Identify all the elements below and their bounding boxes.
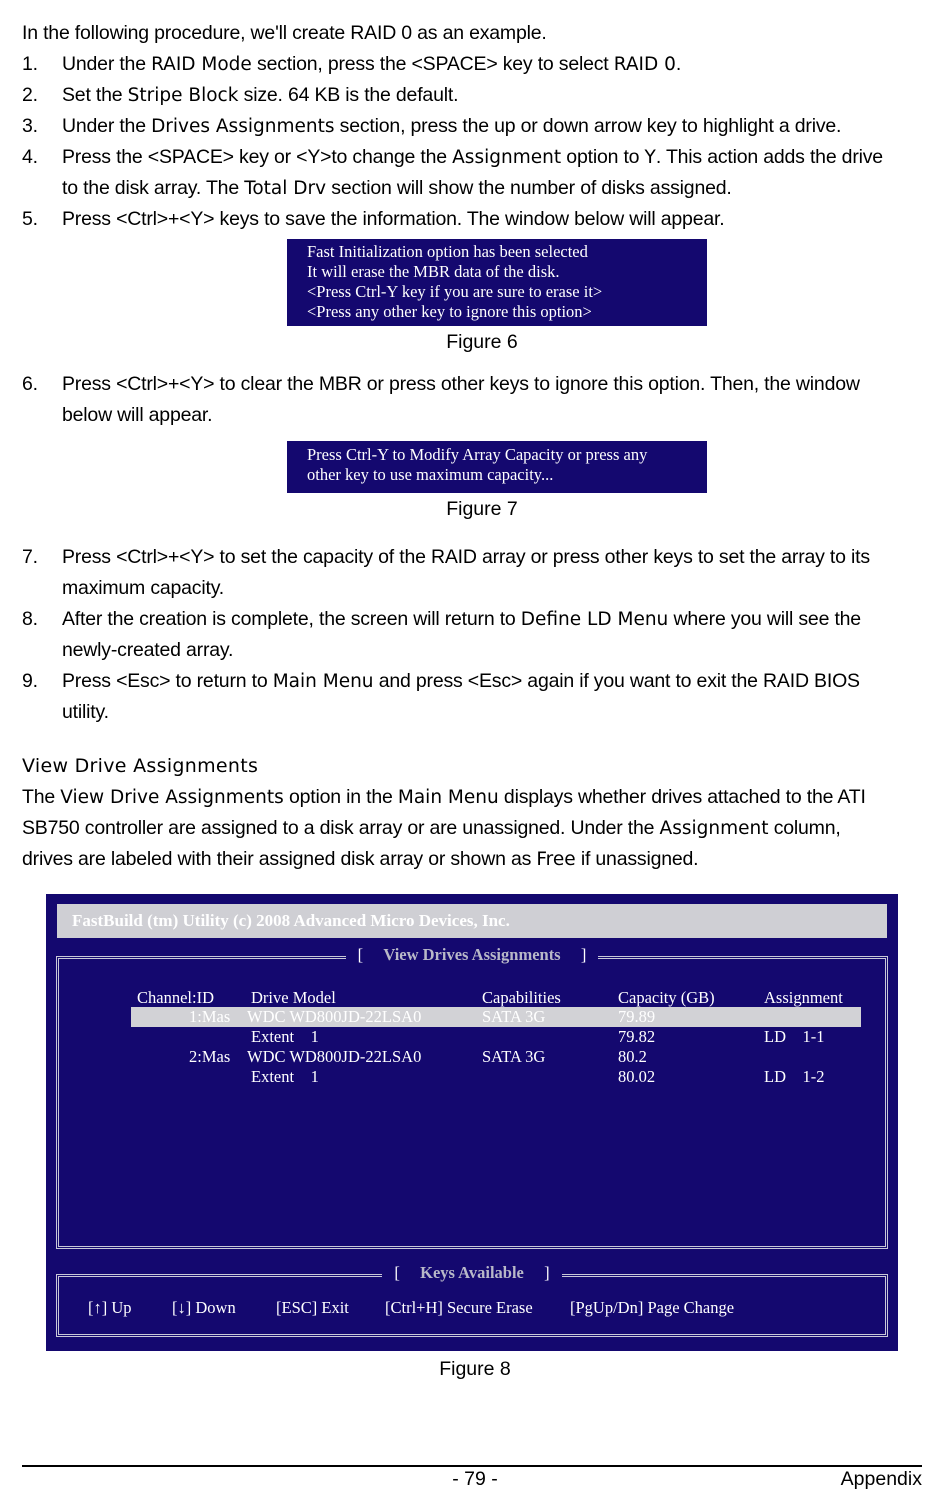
section-paragraph-line-1: The View Drive Assignments option in the Main Menu displays whether drives attached to the ATI — [22, 786, 866, 808]
figure-6-screen: Fast Initialization option has been selected It will erase the MBR data of the disk. <Press Ctrl-Y key if you are sure to erase it> <Press any other key to ignore this option> — [287, 239, 707, 326]
figure-7-caption: Figure 7 — [446, 498, 518, 520]
step-9: 9. Press <Esc> to return to Main Menu and press <Esc> again if you want to exit the RAID BIOS utility. — [22, 670, 860, 723]
figure-6-caption: Figure 6 — [446, 331, 518, 353]
keys-panel-title: [ Keys Available ] — [382, 1263, 561, 1282]
key-secure-erase: [Ctrl+H] Secure Erase — [385, 1298, 533, 1317]
keys-panel — [56, 1263, 888, 1337]
section-heading: View Drive Assignments — [22, 755, 259, 777]
steps-list-3 — [22, 542, 922, 728]
table-row[interactable]: Extent 1 80.02 LD 1-2 — [251, 1067, 825, 1086]
section-paragraph-line-2: SB750 controller are assigned to a disk array or are unassigned. Under the Assignment column, — [22, 817, 841, 839]
step-5: 5. Press <Ctrl>+<Y> keys to save the information. The window below will appear. — [22, 208, 725, 230]
figure-7-screen: Press Ctrl-Y to Modify Array Capacity or press any other key to use maximum capacity... — [287, 441, 707, 493]
header-model: Drive Model — [251, 988, 336, 1007]
key-page-change: [PgUp/Dn] Page Change — [570, 1298, 735, 1317]
steps-list-2 — [22, 369, 922, 431]
footer-section: Appendix — [840, 1468, 922, 1490]
key-down: [↓] Down — [172, 1298, 236, 1317]
table-row[interactable]: 1:Mas WDC WD800JD-22LSA0 SATA 3G 79.89 — [131, 1007, 861, 1027]
figure-8-caption: Figure 8 — [439, 1358, 511, 1380]
page-number: - 79 - — [452, 1468, 498, 1490]
document-body — [22, 18, 922, 875]
header-channel: Channel:ID — [137, 988, 214, 1007]
figure-8-bios-screen — [46, 894, 898, 1351]
step-1: 1. Under the RAID Mode section, press the <SPACE> key to select RAID 0. — [22, 53, 682, 75]
step-8: 8. After the creation is complete, the screen will return to Define LD Menu where you will see the newly-created array. — [22, 608, 861, 661]
step-7: 7. Press <Ctrl>+<Y> to set the capacity of the RAID array or press other keys to set the array to its maximum capacity. — [22, 546, 870, 599]
step-2: 2. Set the Stripe Block size. 64 KB is the default. — [22, 84, 459, 106]
step-6: 6. Press <Ctrl>+<Y> to clear the MBR or press other keys to ignore this option. Then, the window below will appear. — [22, 373, 860, 426]
steps-list-1 — [22, 49, 922, 235]
panel-title: [ View Drives Assignments ] — [346, 945, 599, 964]
step-4: 4. Press the <SPACE> key or <Y>to change the Assignment option to Y. This action adds the drive to the disk array. The Total Drv section will show the number of disks assigned. — [22, 146, 883, 199]
header-assignment: Assignment — [764, 988, 843, 1007]
table-row[interactable]: 2:Mas WDC WD800JD-22LSA0 SATA 3G 80.2 — [189, 1047, 647, 1066]
key-up: [↑] Up — [88, 1298, 132, 1317]
intro-text: In the following procedure, we'll create RAID 0 as an example. — [22, 22, 547, 44]
table-row[interactable]: Extent 1 79.82 LD 1-1 — [251, 1027, 825, 1046]
header-capacity: Capacity (GB) — [618, 988, 715, 1007]
step-3: 3. Under the Drives Assignments section, press the up or down arrow key to highlight a drive. — [22, 115, 842, 137]
key-exit: [ESC] Exit — [276, 1298, 349, 1317]
header-capabilities: Capabilities — [482, 988, 561, 1007]
drives-panel — [56, 945, 888, 1249]
bios-title-bar: FastBuild (tm) Utility (c) 2008 Advanced Micro Devices, Inc. — [57, 904, 887, 938]
section-paragraph-line-3: drives are labeled with their assigned disk array or shown as Free if unassigned. — [22, 848, 699, 870]
